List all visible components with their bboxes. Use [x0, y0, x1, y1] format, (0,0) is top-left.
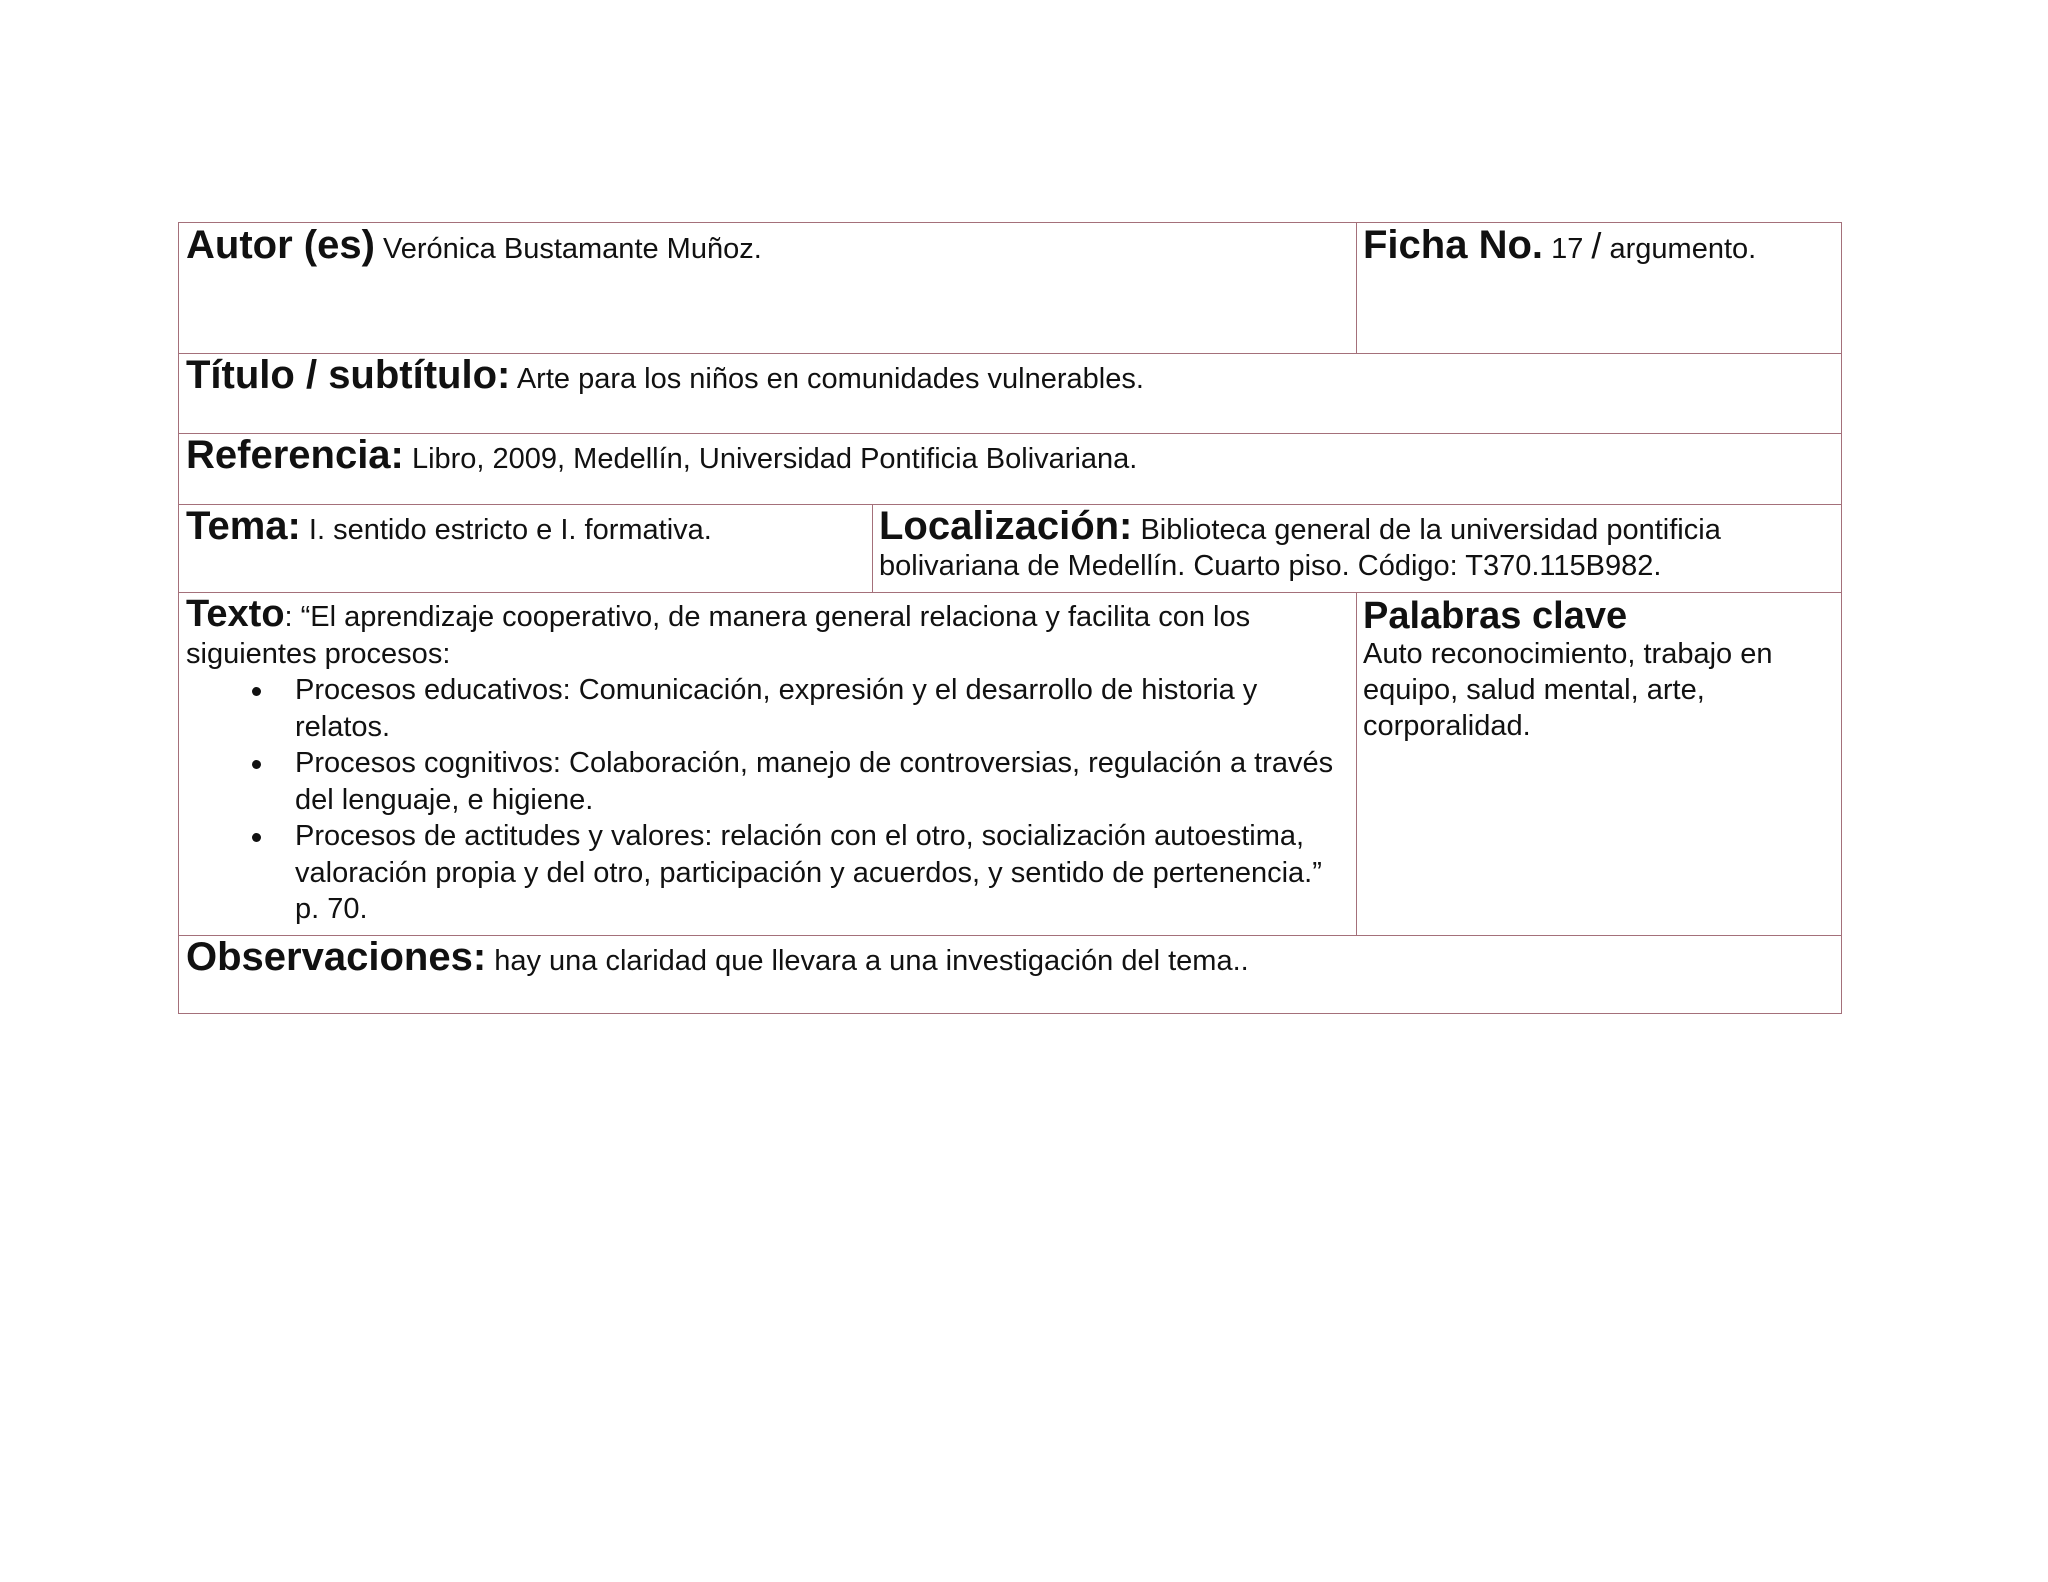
bullet-icon [252, 687, 261, 696]
author-value: Verónica Bustamante Muñoz. [382, 233, 762, 265]
bullet-text: Procesos de actitudes y valores: relación con el otro, socialización autoestima, valoración propia y del otro, participación y acuerdos, y sentido de pertenencia.” p. 70. [295, 820, 1322, 925]
title-label: Título / subtítulo: [186, 353, 511, 397]
title-value: Arte para los niños en comunidades vulnerables. [516, 363, 1144, 395]
observations-value: hay una claridad que llevara a una investigación del tema.. [494, 945, 1249, 977]
bullet-icon [252, 760, 261, 769]
bibliographic-card [178, 222, 1842, 1014]
ficha-value: argumento. [1609, 233, 1757, 265]
location-label: Localización: [879, 504, 1133, 548]
list-item [186, 745, 1346, 818]
reference-label: Referencia: [186, 433, 404, 477]
tema-cell [179, 504, 872, 592]
texto-cell [179, 592, 1356, 935]
keywords-label: Palabras clave [1363, 595, 1628, 637]
observations-label: Observaciones: [186, 935, 487, 979]
tema-label: Tema: [186, 504, 301, 548]
author-label: Autor (es) [186, 223, 375, 267]
bullet-text: Procesos cognitivos: Colaboración, manejo de controversias, regulación a través del lenguaje, e higiene. [295, 747, 1334, 816]
keywords-value: Auto reconocimiento, trabajo en equipo, salud mental, arte, corporalidad. [1363, 638, 1773, 742]
location-value: Biblioteca general de la universidad pontificia bolivariana de Medellín. Cuarto piso. Código: T370.115B982. [879, 514, 1721, 582]
reference-value: Libro, 2009, Medellín, Universidad Pontificia Bolivariana. [411, 443, 1138, 475]
texto-bullet-list [186, 672, 1346, 928]
bullet-text: Procesos educativos: Comunicación, expresión y el desarrollo de historia y relatos. [295, 674, 1258, 743]
reference-cell [179, 433, 1843, 504]
ficha-label: Ficha No. [1363, 223, 1544, 267]
location-cell [872, 504, 1843, 592]
texto-intro: : “El aprendizaje cooperativo, de manera general relaciona y facilita con los siguientes procesos: [186, 601, 1251, 670]
ficha-cell [1356, 223, 1843, 353]
keywords-cell [1356, 592, 1843, 935]
bullet-icon [252, 833, 261, 842]
tema-value: I. sentido estricto e I. formativa. [308, 514, 712, 546]
list-item [186, 818, 1346, 928]
title-cell [179, 353, 1843, 433]
observations-cell [179, 935, 1843, 1015]
texto-label: Texto [186, 593, 285, 635]
ficha-separator: / [1591, 225, 1602, 266]
list-item [186, 672, 1346, 745]
ficha-number: 17 [1551, 233, 1584, 265]
author-cell [179, 223, 1356, 353]
